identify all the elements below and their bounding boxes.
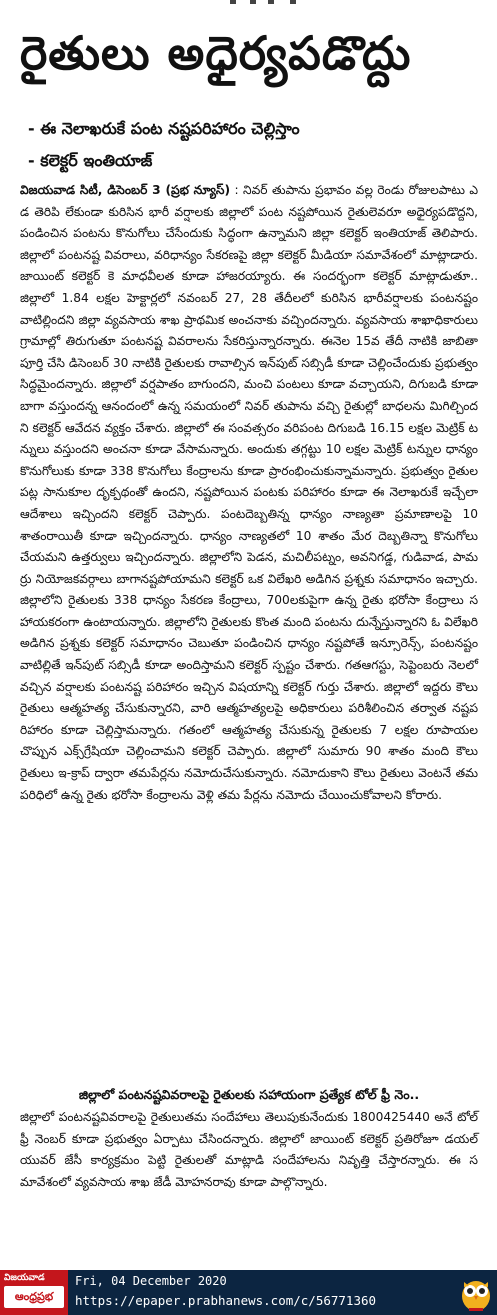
subheading-1: - ఈ నెలాఖరుకే పంట నష్టపరిహారం చెల్లిస్తాం xyxy=(28,119,300,138)
owl-mascot-icon xyxy=(460,1274,492,1312)
headline: రైతులు అధైర్యపడొద్దు xyxy=(20,26,412,80)
dateline: విజయవాడ సిటీ, డిసెంబర్ 3 (ప్రభ న్యూస్) xyxy=(20,183,231,197)
cropped-previous-text xyxy=(0,0,497,8)
logo-name: ఆంధ్రప్రభ xyxy=(4,1286,64,1308)
footer-date: Fri, 04 December 2020 xyxy=(75,1274,227,1288)
tollfree-body: జిల్లాలో పంటనష్టవివరాలపై రైతులుతమ సందేహాలు తెలుపుకునేందుకు 1800425440 అనే టోల్ ఫ్రీ నెంబర్ కూడా ప్రభుత్వం ఏర్పాటు చేసిందన్నారు. జిల్లాలో జాయింట్ కలెక్టర్ ప్రతిరోజూ డయల్ యువర్ జేసీ కార్యక్రమం పెట్టి రైతులతో మాట్లాడి సందేహాలను నివృత్తి చేస్తారన్నారు. ఈ సమావేశంలో వ్యవసాయ శాఖ జేడీ మోహనరావు కూడా పాల్గొన్నారు. xyxy=(20,1110,478,1189)
andhraprabha-logo xyxy=(0,1270,68,1315)
article-paragraph: : నివర్ తుపాను ప్రభావం వల్ల రెండు రోజులపాటు ఎడ తెరిపి లేకుండా కురిసిన భారీ వర్షాలకు జిల్లాలో పంట నష్టపోయిన రైతులెవరూ అధైర్యపడొద్దని, పండించిన పంటను కొనుగోలు చేసేందుకు సిద్ధంగా ఉన్నామని జిల్లా కలెక్టర్ ఇంతియాజ్ తెలిపారు. జిల్లాలో పంటనష్ట వివరాలు, వరిధాన్యం సేకరణపై జిల్లా కలెక్టర్ మీడియా సమావేశంలో మాట్లాడారు. జాయింట్ కలెక్టర్ కె మాధవీలత కూడా హాజరయ్యారు. ఈ సందర్భంగా కలెక్టర్ మాట్లాడుతూ.. జిల్లాలో 1.84 లక్షల హెక్టార్లలో నవంబర్ 27, 28 తేదీలలో కురిసిన భారీవర్షాలకు పంటనష్టం వాటిల్లిందని జిల్లా వ్యవసాయ శాఖ ప్రాథమిక అంచనాకు వచ్చిందన్నారు. వ్యవసాయ శాఖాధికారులు గ్రామాల్లో తిరుగుతూ పంటనష్ట వివరాలను సేకరిస్తున్నారన్నారు. ఈనెల 15వ తేదీ నాటికి జాబితా పూర్తి చేసి డిసెంబర్ 30 నాటికి రైతులకు రావాల్సిన ఇన్‌పుట్ సబ్సిడీ కూడా చెల్లించేందుకు ప్రభుత్వం సిద్ధమైందన్నారు. జిల్లాలో వర్షపాతం బాగుందని, మంచి పంటలు కూడా వచ్చాయని, దిగుబడి కూడా బాగా వస్తుందన్న ఆనందంలో ఉన్న సమయంలో నివర్ తుపాను వచ్చి రైతుల్లో బాధలను మిగిల్చిందని కలెక్టర్ ఆవేదన వ్యక్తం చేశారు. జిల్లాలో ఈ సంవత్సరం వరిపంట దిగుబడి 16.15 లక్షల మెట్రిక్ టన్నులు వస్తుందని అంచనా కూడా వేసామన్నారు. అందుకు తగ్గట్టు 10 లక్షల మెట్రిక్ టన్నుల ధాన్యం కొనుగోలుకు కూడా 338 కొనుగోలు కేంద్రాలను కూడా ప్రారంభించుకున్నామన్నారు. ప్రభుత్వం రైతుల పట్ల సానుకూల దృక్పథంతో ఉందని, నష్టపోయిన పంటకు పరిహారం కూడా ఈ నెలాఖరుకే ఇచ్చేలా ఆదేశాలు ఇచ్చిందని కలెక్టర్ చెప్పారు. పంటదెబ్బతిన్న ధాన్యం నాణ్యతా ప్రమాణాలపై 10 శాతంరాయితీ కూడా ఇచ్చిందన్నారు. ధాన్యం నాణ్యతలో 10 శాతం మేర దెబ్బతిన్నా కొనుగోలు చేయమని ఉత్తర్వులు ఇచ్చిందన్నారు. జిల్లాలోని పెడన, మచిలీపట్నం, అవనిగడ్డ, గుడివాడ, పామర్రు నియోజకవర్గాలు బాగానష్టపోయామని కలెక్టర్ ఒక విలేఖరి అడిగిన ప్రశ్నకు సమాధానం ఇచ్చారు. జిల్లాలోని రైతులకు 338 ధాన్యం సేకరణ కేంద్రాలు, 700లకుపైగా ఉన్న రైతు భరోసా కేంద్రాలు సహాయకరంగా ఉంటాయన్నారు. జిల్లాలోని రైతులకు కొంత మంది పంటను దున్నేస్తున్నారని ఓ విలేఖరి అడిగిన ప్రశ్నకు కలెక్టర్ సమాధానం చెబుతూ పండించిన ధాన్యం నష్టపోతే ఇన్సూరెన్స్, పంటనష్టం వాటిల్లితే ఇన్‌పుట్ సబ్సిడీ కూడా అందిస్తామని కలెక్టర్ స్పష్టం చేశారు. గతఆగస్టు, సెప్టెంబరు నెలలో వచ్చిన వర్షాలకు పంటనష్ట పరిహారం ఇచ్చిన విషయాన్ని కలెక్టర్ గుర్తు చేశారు. జిల్లాలో ఇద్దరు కౌలు రైతులు ఆత్మహత్య చేసుకున్నారని, వారి ఆత్మహత్యలపై అధికారులు పరిశీలించిన తర్వాత నష్టపరిహారం కూడా చెల్లిస్తామన్నారు. గతంలో ఆత్మహత్య చేసుకున్న రైతులకు 7 లక్షల రూపాయల చొప్పున ఎక్స్‌గ్రేషియా చెల్లించామని కలెక్టర్ చెప్పారు. జిల్లాలో సుమారు 90 శాతం మంది కౌలు రైతులు ఇ-క్రాప్ ద్వారా తమపేర్లను నమోదుచేసుకున్నారు. నమోదుకాని కౌలు రైతులు వెంటనే తమ పరిధిలో ఉన్న రైతు భరోసా కేంద్రాలను వెళ్లి తమ పేర్లను నమోదు చేయించుకోవాలని కోరారు. xyxy=(20,183,479,802)
logo-edition: విజయవాడ xyxy=(4,1273,45,1283)
article-body xyxy=(20,180,478,806)
subheading-2: - కలెక్టర్ ఇంతియాజ్ xyxy=(28,151,153,170)
footer-url-link[interactable]: https://epaper.prabhanews.com/c/56771360 xyxy=(75,1293,377,1308)
epaper-footer xyxy=(0,1270,497,1315)
tollfree-heading: జిల్లాలో పంటనష్టవివరాలపై రైతులకు సహాయంగా ప్రత్యేక టోల్ ఫ్రీ నెం.. xyxy=(78,1087,420,1102)
